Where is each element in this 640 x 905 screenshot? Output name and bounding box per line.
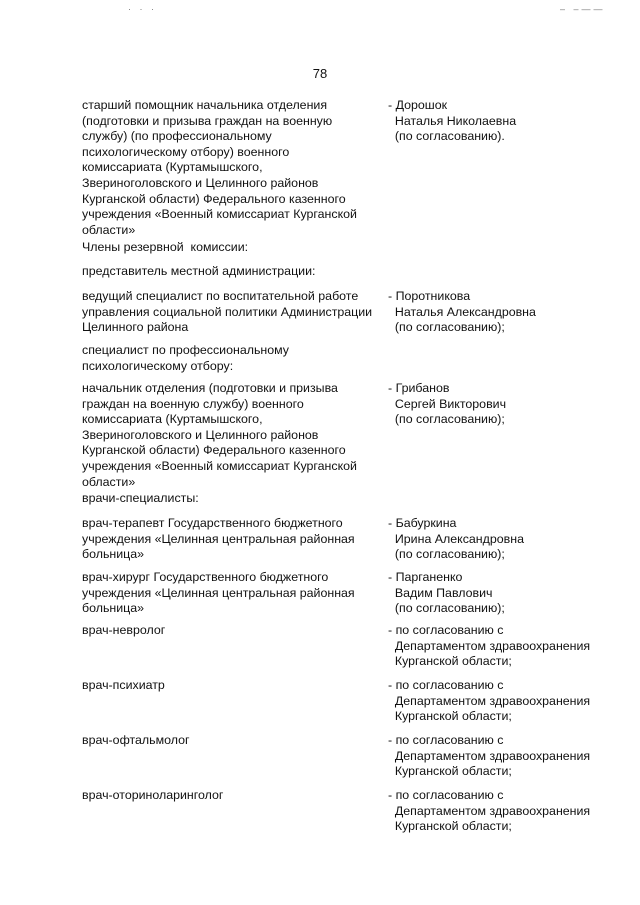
local-admin-heading: представитель местной администрации: xyxy=(82,264,316,278)
row-13-position: врач-оториноларинголог xyxy=(82,788,224,802)
row-1-person: - Дорошок Наталья Николаевна (по согласованию). xyxy=(388,98,517,144)
row-12-position: врач-офтальмолог xyxy=(82,733,190,747)
row-8-position: врач-терапевт Государственного бюджетного учреждения «Целинная центральная районная больница» xyxy=(82,516,355,562)
scan-specks-right: – –—— xyxy=(560,4,606,14)
row-4-person: - Поротникова Наталья Александровна (по согласованию); xyxy=(388,289,536,335)
row-6-person: - Грибанов Сергей Викторович (по согласованию); xyxy=(388,381,507,427)
scan-specks-left: · · · xyxy=(128,4,157,14)
row-10-person: - по согласованию с Департаментом здравоохранения Курганской области; xyxy=(388,623,591,669)
reserve-members-heading: Члены резервной комиссии: xyxy=(82,240,249,254)
row-6-position: начальник отделения (подготовки и призыва граждан на военную службу) военного комиссариата (Куртамышского, Звериноголовского и Целинного районов Курганской области) Федерального казенного учреждения «Военный комиссариат Курганской области» xyxy=(82,381,357,489)
row-4-position: ведущий специалист по воспитательной работе управления социальной политики Администрации Целинного района xyxy=(82,289,373,335)
row-11-position: врач-психиатр xyxy=(82,678,165,692)
row-9-position: врач-хирург Государственного бюджетного учреждения «Целинная центральная районная больница» xyxy=(82,570,355,616)
row-13-person: - по согласованию с Департаментом здравоохранения Курганской области; xyxy=(388,788,591,834)
doctors-heading: врачи-специалисты: xyxy=(82,491,199,505)
row-11-person: - по согласованию с Департаментом здравоохранения Курганской области; xyxy=(388,678,591,724)
psych-selection-heading: специалист по профессиональному психологическому отбору: xyxy=(82,343,289,373)
row-8-person: - Бабуркина Ирина Александровна (по согласованию); xyxy=(388,516,524,562)
page-number: 78 xyxy=(312,66,328,81)
row-1-position: старший помощник начальника отделения (подготовки и призыва граждан на военную службу) (по профессиональному психологическому отбору) военного комиссариата (Куртамышского, Звериноголовского и Целинного районов Курганской области) Федерального казенного учреждения «Военный комиссариат Курганской области» xyxy=(82,98,357,237)
row-12-person: - по согласованию с Департаментом здравоохранения Курганской области; xyxy=(388,733,591,779)
row-10-position: врач-невролог xyxy=(82,623,166,637)
row-9-person: - Парганенко Вадим Павлович (по согласованию); xyxy=(388,570,505,616)
